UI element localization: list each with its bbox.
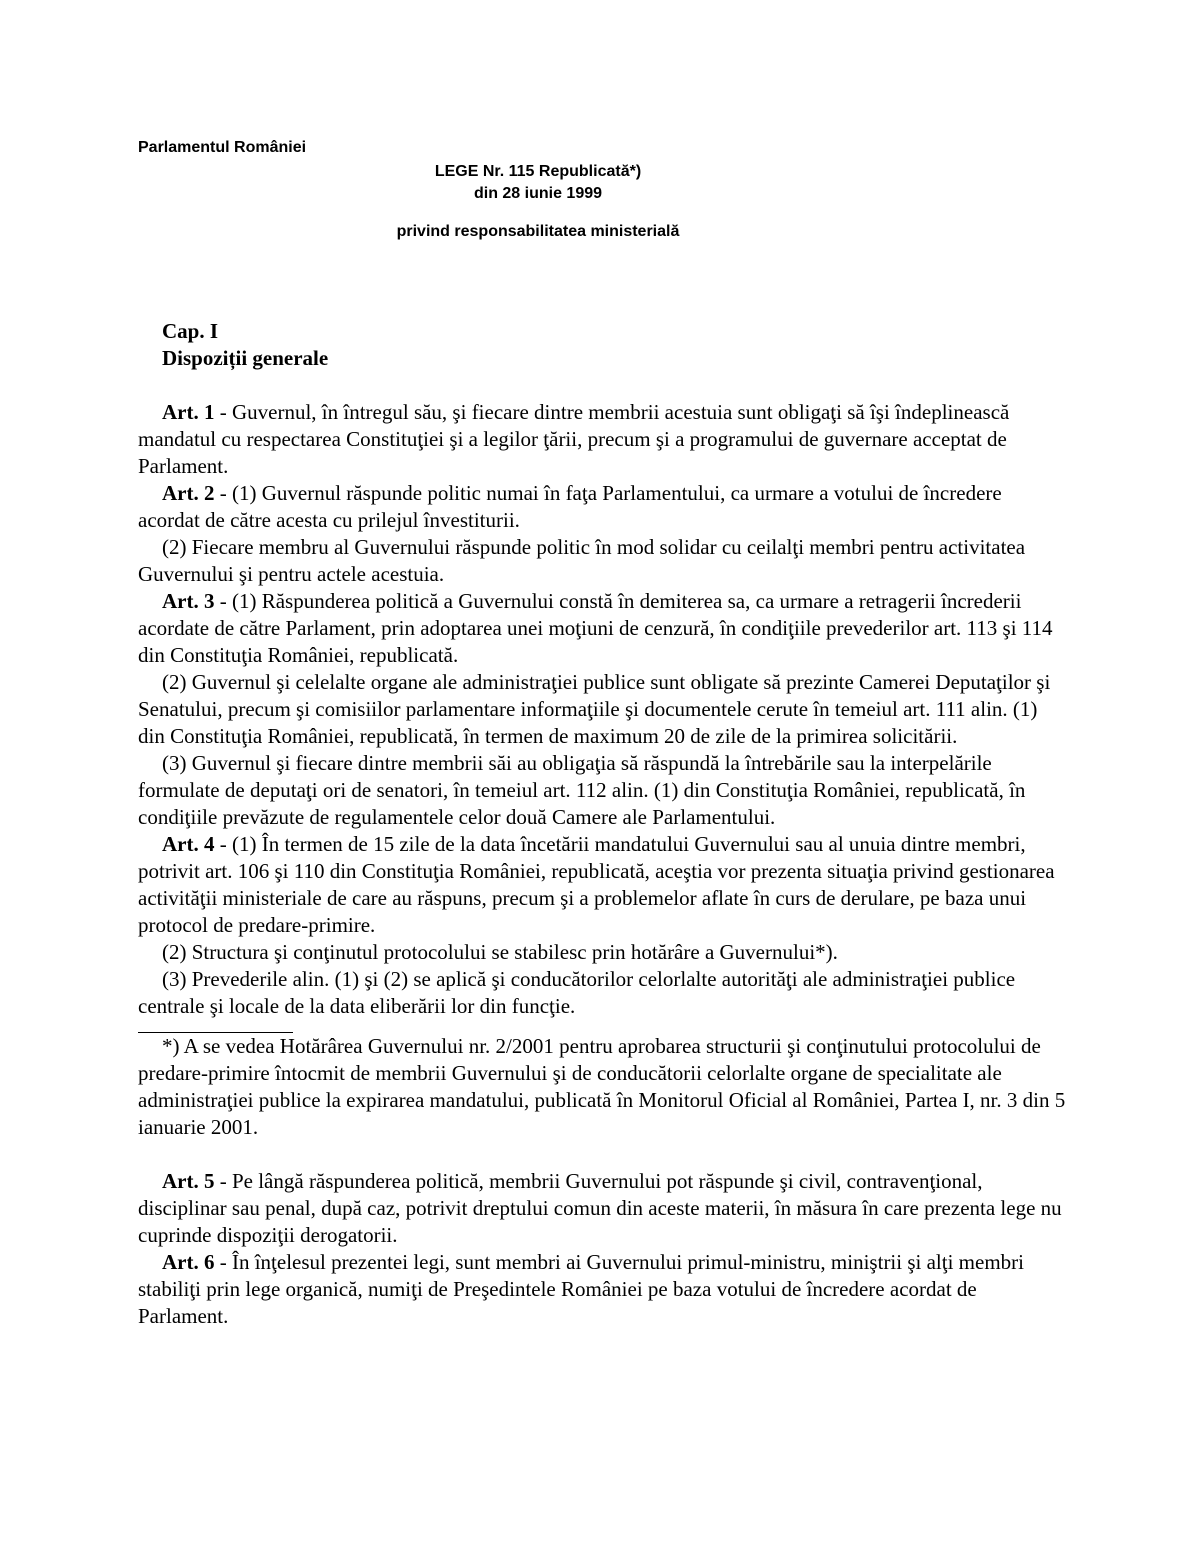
article-label: Art. 6 — [162, 1250, 215, 1274]
footnote: *) A se vedea Hotărârea Guvernului nr. 2/2001 pentru aprobarea structurii şi conţinutului protocolului de predare-primire întocmit de membrii Guvernului şi de conducătorii celorlalte organe de specialitate ale administraţiei publice la expirarea mandatului, publicată în Monitorul Oficial al României, Partea I, nr. 3 din 5 ianuarie 2001. — [138, 1034, 1066, 1139]
article-label: Art. 1 — [162, 400, 215, 424]
article-text: - Pe lângă răspunderea politică, membrii Guvernului pot răspunde şi civil, contravenţional, disciplinar sau penal, după caz, potrivit dreptului comun din aceste materii, în măsura în care prezenta lege nu cuprinde dispoziţii derogatorii. — [138, 1169, 1062, 1247]
article-paragraph — [138, 1249, 1068, 1330]
articles-section-1 — [138, 399, 1068, 1020]
article-paragraph: (2) Guvernul şi celelalte organe ale administraţiei publice sunt obligate să prezinte Camerei Deputaţilor şi Senatului, precum şi comisiilor parlamentare informaţiile şi documentele cerute în temeiul art. 111 alin. (1) din Constituţia României, republicată, în termen de maximum 20 de zile de la primirea solicitării. — [138, 670, 1051, 748]
chapter-heading — [138, 318, 1068, 372]
article-text: - În înţelesul prezentei legi, sunt membri ai Guvernului primul-ministru, miniştrii şi alţi membri stabiliţi prin lege organică, numiţi de Preşedintele României pe baza votului de încredere acordat de Parlament. — [138, 1250, 1024, 1328]
article-paragraph: (3) Guvernul şi fiecare dintre membrii săi au obligaţia să răspundă la întrebările sau la interpelările formulate de deputaţi ori de senatori, în temeiul art. 112 alin. (1) din Constituţia României, republicată, în condiţiile prevăzute de regulamentele celor două Camere ale Parlamentului. — [138, 751, 1026, 829]
article-label: Art. 4 — [162, 832, 215, 856]
law-subject: privind responsabilitatea ministerială — [396, 223, 680, 240]
article-paragraph — [138, 831, 1068, 939]
article-text: - (1) Răspunderea politică a Guvernului constă în demiterea sa, ca urmare a retragerii încrederii acordate de către Parlament, prin adoptarea unei moţiuni de cenzură, în condiţiile prevederilor art. 113 şi 114 din Constituţia României, republicată. — [138, 589, 1053, 667]
article-text: - (1) Guvernul răspunde politic numai în faţa Parlamentului, ca urmare a votului de încredere acordat de către acesta cu prilejul învestiturii. — [138, 481, 1002, 532]
article-paragraph: (3) Prevederile alin. (1) şi (2) se aplică şi conducătorilor celorlalte autorităţi ale administraţiei publice centrale şi locale de la data eliberării lor din funcţie. — [138, 967, 1016, 1018]
article-label: Art. 5 — [162, 1169, 215, 1193]
law-document — [138, 138, 1068, 1330]
article-paragraph — [138, 1168, 1068, 1249]
article-paragraph — [138, 588, 1068, 669]
law-date: din 28 iunie 1999 — [473, 185, 603, 202]
issuer-name: Parlamentul României — [138, 139, 307, 156]
article-paragraph: (2) Fiecare membru al Guvernului răspunde politic în mod solidar cu ceilalţi membri pentru activitatea Guvernului şi pentru actele acestuia. — [138, 535, 1026, 586]
article-label: Art. 3 — [162, 589, 215, 613]
article-paragraph — [138, 399, 1068, 480]
article-text: - (1) În termen de 15 zile de la data încetării mandatului Guvernului sau al unuia dintre membri, potrivit art. 106 şi 110 din Constituţia României, republicată, aceştia vor prezenta situaţia privind gestionarea activităţii ministeriale de care au răspuns, precum şi a problemelor aflate în curs de derulare, pe baza unui protocol de predare-primire. — [138, 832, 1055, 937]
article-paragraph: (2) Structura şi conţinutul protocolului se stabilesc prin hotărâre a Guvernului*). — [162, 940, 838, 964]
chapter-number: Cap. I — [162, 319, 219, 343]
article-label: Art. 2 — [162, 481, 215, 505]
law-title: LEGE Nr. 115 Republicată*) — [434, 163, 642, 180]
article-text: - Guvernul, în întregul său, şi fiecare dintre membrii acestuia sunt obligaţi să îşi îndeplinească mandatul cu respectarea Constituţiei şi a legilor ţării, precum şi a programului de guvernare acceptat de Parlament. — [138, 400, 1010, 478]
articles-section-2 — [138, 1168, 1068, 1330]
chapter-title: Dispoziții generale — [162, 346, 329, 370]
article-paragraph — [138, 480, 1068, 534]
